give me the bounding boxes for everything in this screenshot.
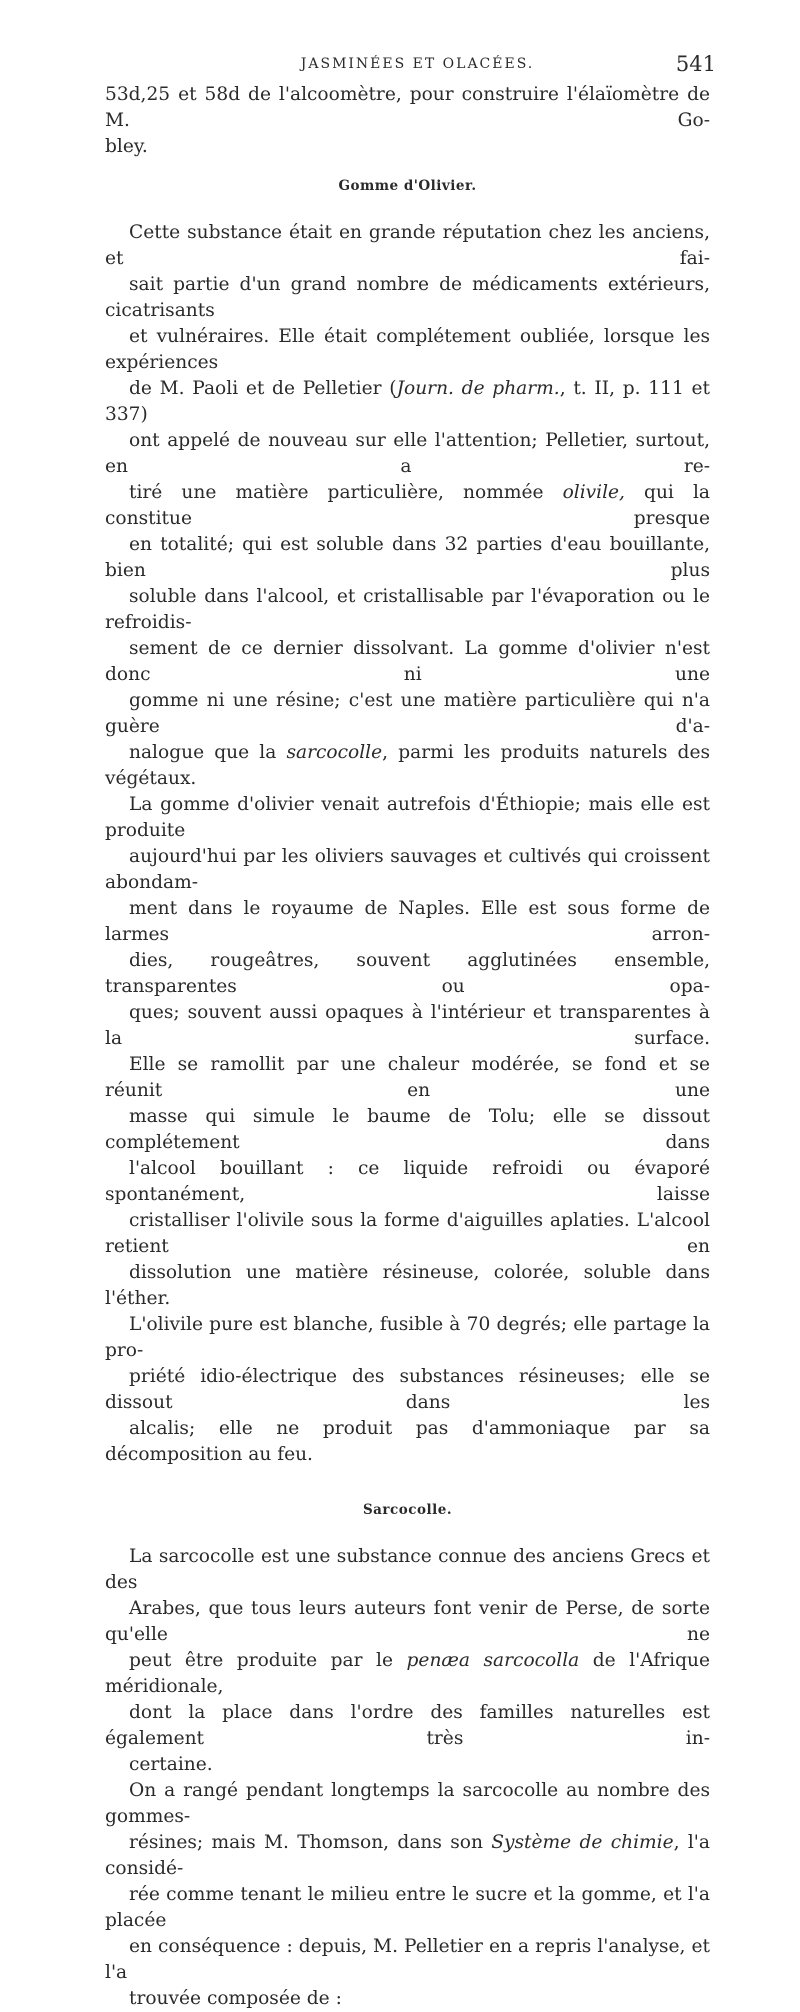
text-line: aujourd'hui par les oliviers sauvages et cultivés qui croissent abondam- bbox=[105, 846, 710, 893]
text-run: , parmi les produits naturels des végétaux. bbox=[105, 742, 710, 789]
text-run: , t. II, p. 111 et 337) bbox=[105, 378, 710, 425]
text-line: alcalis; elle ne produit pas d'ammoniaque par sa décomposition au feu. bbox=[105, 1418, 710, 1465]
section-heading-sarcocolle: Sarcocolle. bbox=[362, 1502, 453, 1518]
paragraph-olivile-properties bbox=[105, 1312, 710, 1468]
text-line: sement de ce dernier dissolvant. La gomme d'olivier n'est donc ni une bbox=[105, 638, 710, 685]
text-line: Arabes, que tous leurs auteurs font venir de Perse, de sorte qu'elle ne bbox=[105, 1598, 710, 1645]
text-run: de l'Afrique méridionale, bbox=[105, 1650, 710, 1697]
term-sarcocolle: sarcocolle bbox=[286, 742, 383, 763]
journal-citation: Journ. de pharm. bbox=[396, 378, 560, 399]
page-number: 541 bbox=[675, 52, 716, 76]
text-line: masse qui simule le baume de Tolu; elle se dissout complétement dans bbox=[105, 1106, 710, 1153]
text-line: l'alcool bouillant : ce liquide refroidi ou évaporé spontanément, laisse bbox=[105, 1158, 710, 1205]
text-line: bley. bbox=[105, 136, 148, 157]
text-line: L'olivile pure est blanche, fusible à 70 degrés; elle partage la pro- bbox=[105, 1314, 710, 1361]
text-run: résines; mais M. Thomson, dans son bbox=[129, 1832, 492, 1853]
text-run: de M. Paoli et de Pelletier ( bbox=[129, 378, 397, 399]
text-line: dissolution une matière résineuse, colorée, soluble dans l'éther. bbox=[105, 1262, 710, 1309]
text-run: qui la constitue presque bbox=[105, 482, 710, 529]
paragraph-olive-gum-origin bbox=[105, 792, 710, 1312]
text-line: sait partie d'un grand nombre de médicaments extérieurs, cicatrisants bbox=[105, 274, 710, 321]
text-line: On a rangé pendant longtemps la sarcocolle au nombre des gommes- bbox=[105, 1780, 710, 1827]
text-line: gomme ni une résine; c'est une matière particulière qui n'a guère d'a- bbox=[105, 690, 710, 737]
text-line: en conséquence : depuis, M. Pelletier en a repris l'analyse, et l'a bbox=[105, 1936, 710, 1983]
species-name: penæa sarcocolla bbox=[406, 1650, 580, 1671]
text-line: ques; souvent aussi opaques à l'intérieur et transparentes à la surface. bbox=[105, 1002, 710, 1049]
section-heading-olive-gum: Gomme d'Olivier. bbox=[338, 178, 477, 194]
text-line: ment dans le royaume de Naples. Elle est sous forme de larmes arron- bbox=[105, 898, 710, 945]
text-line: dont la place dans l'ordre des familles naturelles est également très in- bbox=[105, 1702, 710, 1749]
text-line: rée comme tenant le milieu entre le sucre et la gomme, et l'a placée bbox=[105, 1884, 710, 1931]
paragraph-sarcocolle-intro bbox=[105, 1544, 710, 1778]
text-line: et vulnéraires. Elle était complétement oubliée, lorsque les expériences bbox=[105, 326, 710, 373]
running-header bbox=[105, 52, 716, 82]
paragraph-olive-gum-history bbox=[105, 220, 710, 792]
text-line: Cette substance était en grande réputation chez les anciens, et fai- bbox=[105, 222, 710, 269]
text-run: peut être produite par le bbox=[129, 1650, 407, 1671]
text-run: nalogue que la bbox=[129, 742, 287, 763]
text-run: tiré une matière particulière, nommée bbox=[129, 482, 563, 503]
text-line: priété idio-électrique des substances résineuses; elle se dissout dans les bbox=[105, 1366, 710, 1413]
text-line: La gomme d'olivier venait autrefois d'Éthiopie; mais elle est produite bbox=[105, 794, 710, 841]
text-line: Elle se ramollit par une chaleur modérée, se fond et se réunit en une bbox=[105, 1054, 710, 1101]
book-page bbox=[105, 52, 716, 2012]
text-line bbox=[105, 1648, 710, 1700]
text-line: ont appelé de nouveau sur elle l'attention; Pelletier, surtout, en a re- bbox=[105, 430, 710, 477]
text-line: en totalité; qui est soluble dans 32 parties d'eau bouillante, bien plus bbox=[105, 534, 710, 581]
text-line: 53d,25 et 58d de l'alcoomètre, pour construire l'élaïomètre de M. Go- bbox=[105, 84, 710, 131]
text-line bbox=[105, 740, 710, 792]
text-line: certaine. bbox=[129, 1754, 213, 1775]
text-line bbox=[105, 480, 710, 532]
text-line bbox=[105, 376, 710, 428]
text-line: cristalliser l'olivile sous la forme d'aiguilles aplaties. L'alcool retient en bbox=[105, 1210, 710, 1257]
running-title: JASMINÉES ET OLACÉES. bbox=[300, 56, 535, 72]
paragraph-sarcocolle-classification bbox=[105, 1778, 710, 2012]
text-line: soluble dans l'alcool, et cristallisable par l'évaporation ou le refroidis- bbox=[105, 586, 710, 633]
text-run: , l'a considé- bbox=[105, 1832, 710, 1879]
term-olivile: olivile, bbox=[562, 482, 625, 503]
text-line: trouvée composée de : bbox=[129, 1988, 342, 2009]
continued-paragraph bbox=[105, 82, 710, 160]
text-line: La sarcocolle est une substance connue des anciens Grecs et des bbox=[105, 1546, 710, 1593]
book-title: Système de chimie bbox=[491, 1832, 674, 1853]
text-line: dies, rougeâtres, souvent agglutinées ensemble, transparentes ou opa- bbox=[105, 950, 710, 997]
text-line bbox=[105, 1830, 710, 1882]
